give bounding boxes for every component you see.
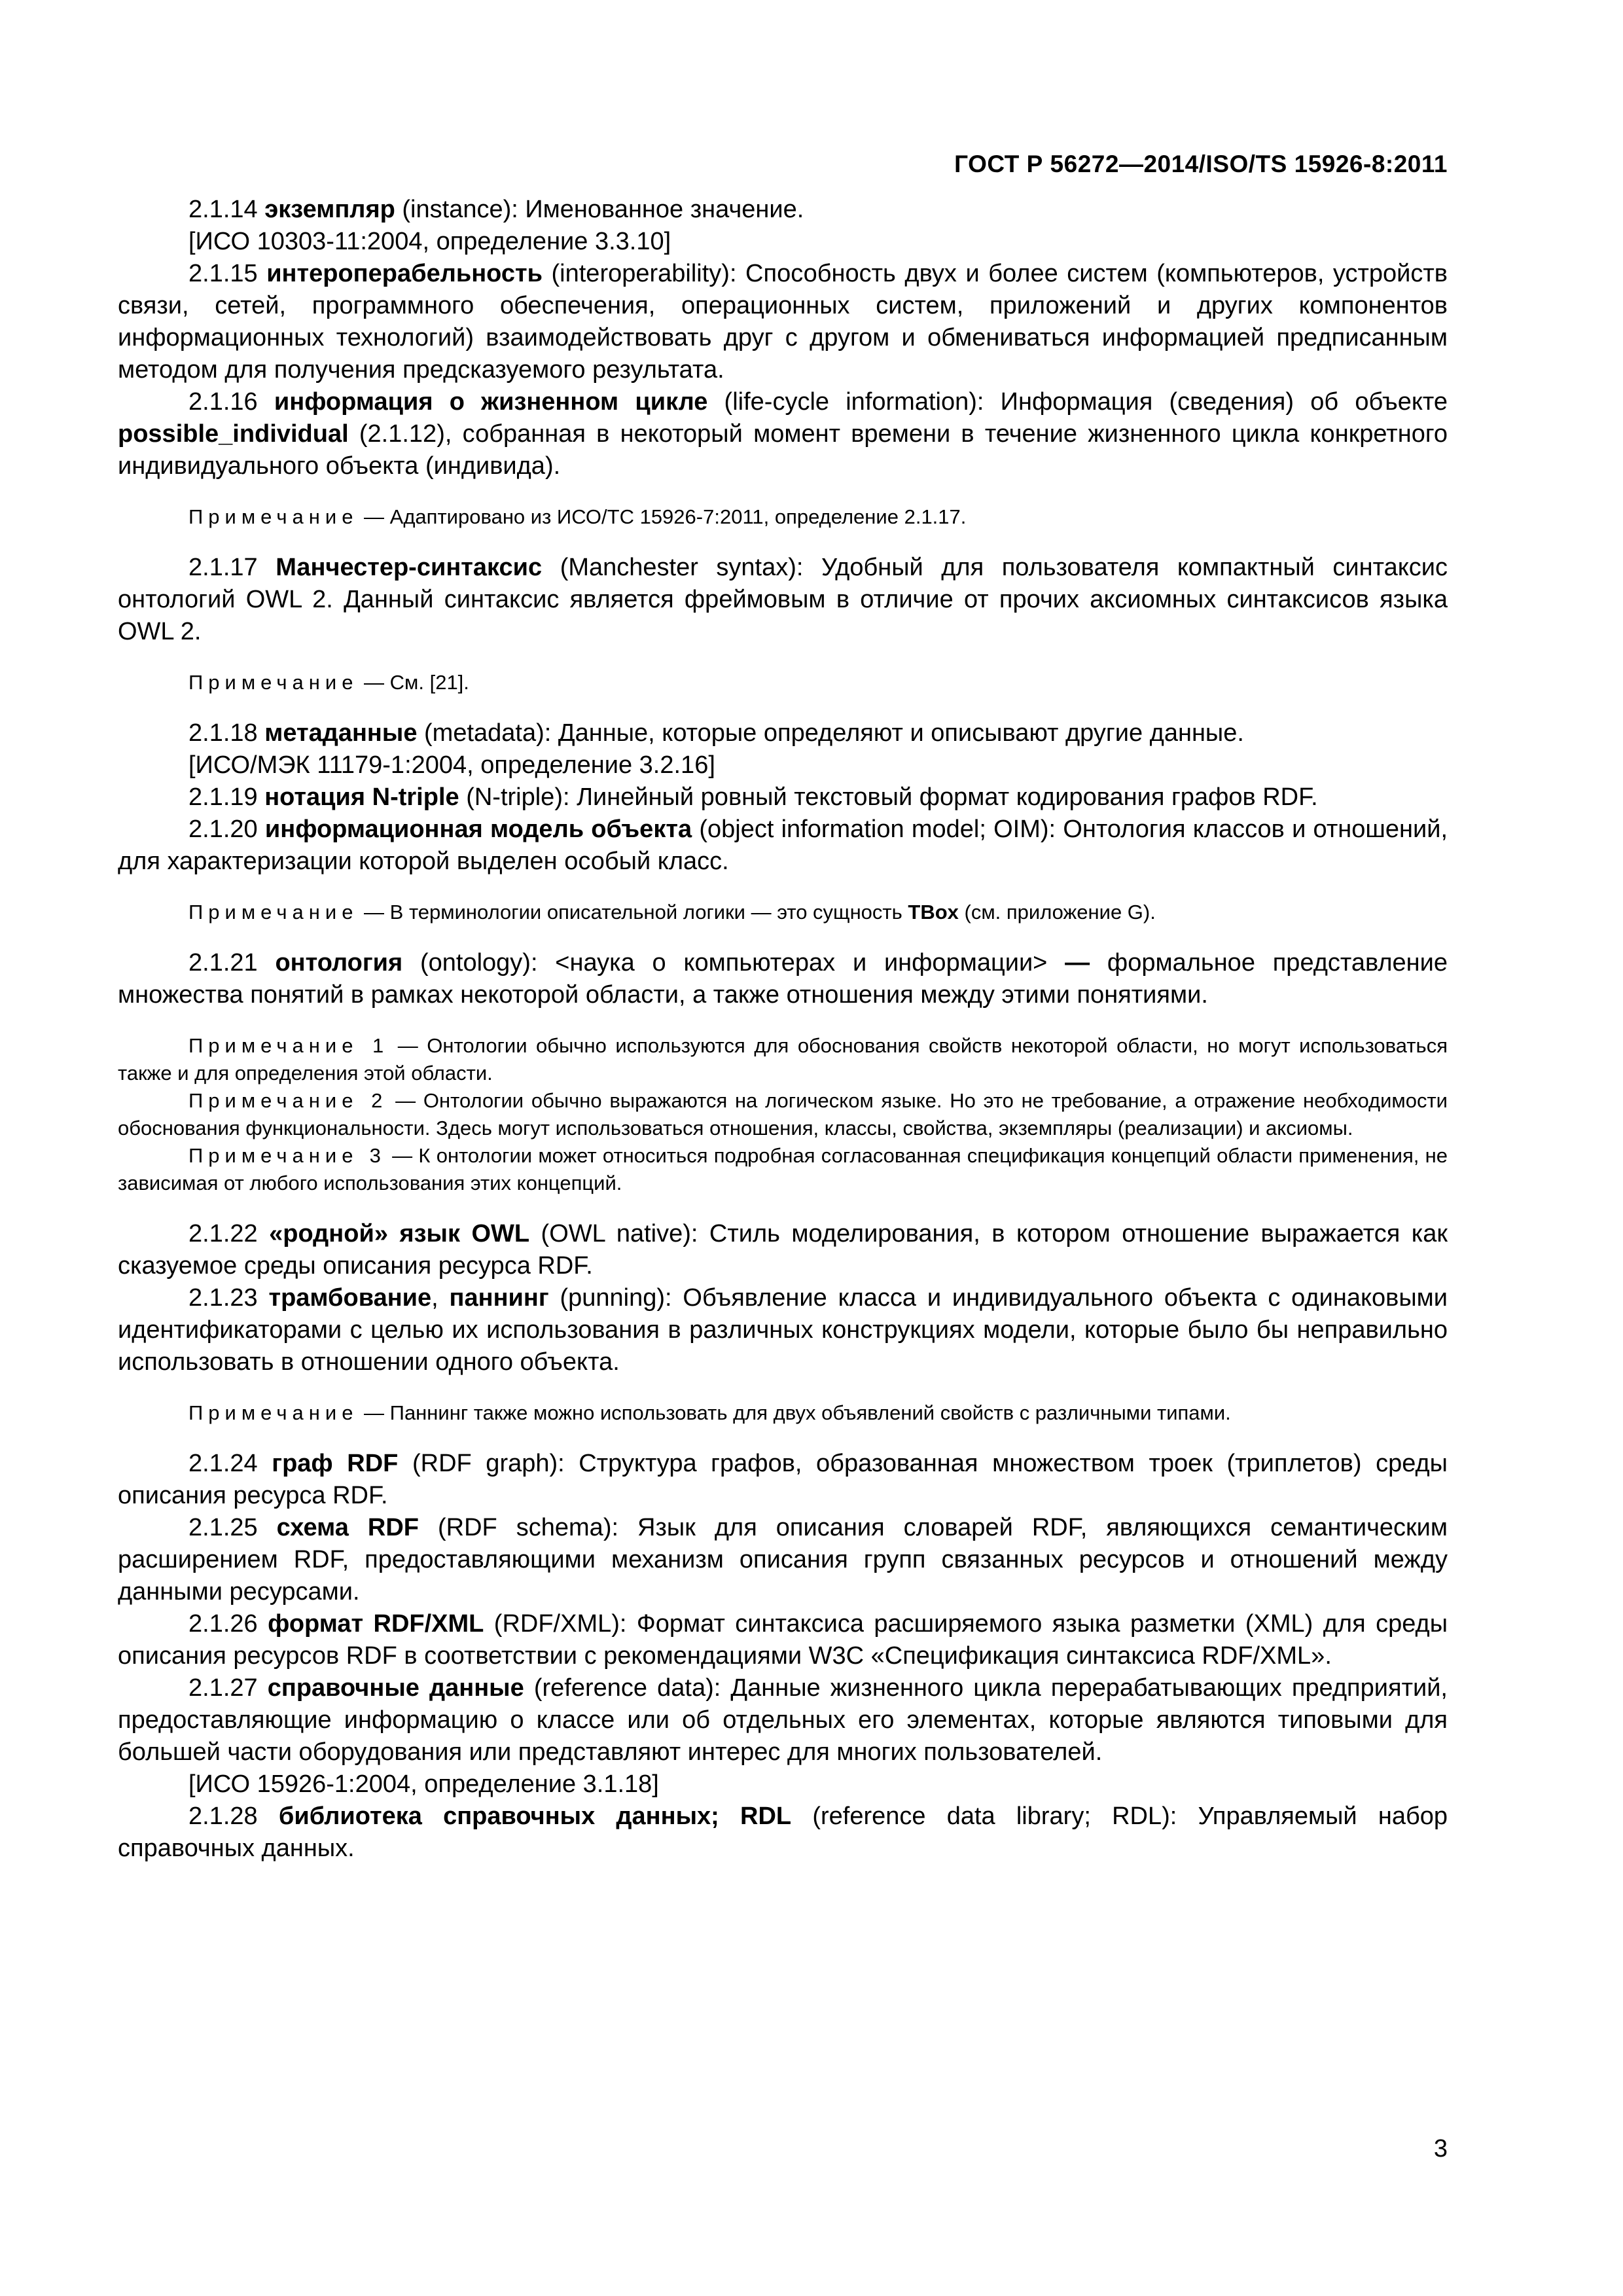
entry-definition: (RDF graph): Структура графов, образованная множеством троек (триплетов) среды описания ресурса RDF. [118,1450,1448,1509]
entry-2-1-25 [118,1512,1448,1608]
entry-number: 2.1.17 [188,554,276,581]
note-label: Примечание 1 [188,1034,389,1057]
entry-term-separator: , [431,1284,450,1312]
entry-2-1-27-reference: [ИСО 15926-1:2004, определение 3.1.18] [188,1770,659,1798]
note-2-1-20 [118,899,1448,926]
note-term: TBox [908,901,959,924]
entry-number: 2.1.15 [188,260,267,287]
entry-2-1-23 [118,1282,1448,1378]
entry-number: 2.1.26 [188,1610,268,1638]
entry-term: справочные данные [267,1674,524,1702]
entry-definition-continued: (2.1.12), собранная в некоторый момент времени в течение жизненного цикла конкретного индивидуального объекта (индивида). [118,420,1448,480]
entry-number: 2.1.20 [188,816,265,843]
note-2-1-21-3 [118,1142,1448,1197]
entry-definition: (reference data library; RDL): Управляемый набор справочных данных. [118,1803,1448,1862]
entry-definition: (punning): Объявление класса и индивидуального объекта с одинаковыми идентификаторами с целью их использования в различных конструкциях модели, которые было бы неправильно использовать в отношении одного объекта. [118,1284,1448,1376]
note-2-1-21-2 [118,1087,1448,1142]
note-text: — К онтологии может относиться подробная согласованная спецификация концепций области применения, не зависимая от любого использования этих концепций. [118,1144,1448,1194]
entry-dash: — [1065,949,1090,977]
entry-definition: (metadata): Данные, которые определяют и описывают другие данные. [417,719,1244,747]
entry-definition: (N-triple): Линейный ровный текстовый формат кодирования графов RDF. [459,783,1318,811]
entry-number: 2.1.23 [188,1284,269,1312]
entry-2-1-19 [118,781,1448,814]
entry-2-1-28 [118,1801,1448,1865]
entry-number: 2.1.27 [188,1674,268,1702]
entry-definition: (OWL native): Стиль моделирования, в котором отношение выражается как сказуемое среды описания ресурса RDF. [118,1220,1448,1280]
entry-2-1-15 [118,258,1448,386]
entry-number: 2.1.18 [188,719,265,747]
entry-number: 2.1.16 [188,388,274,416]
entry-2-1-16 [118,386,1448,482]
entry-number: 2.1.14 [188,196,265,223]
entry-term: библиотека справочных данных; RDL [278,1803,792,1830]
entry-2-1-14-reference: [ИСО 10303-11:2004, определение 3.3.10] [188,228,671,255]
entry-term: трамбование [268,1284,432,1312]
note-text: — В терминологии описательной логики — это сущность [358,901,908,924]
entry-2-1-27 [118,1672,1448,1768]
entry-number: 2.1.28 [188,1803,279,1830]
entry-term-alt: паннинг [449,1284,549,1312]
entry-term: формат RDF/XML [268,1610,484,1638]
entry-2-1-17 [118,552,1448,648]
entry-definition: (instance): Именованное значение. [395,196,804,223]
entry-term: информационная модель объекта [264,816,692,843]
entry-term: «родной» язык OWL [269,1220,530,1247]
entry-2-1-18 [118,717,1448,749]
entry-definition: (Manchester syntax): Удобный для пользователя компактный синтаксис онтологий OWL 2. Данный синтаксис является фреймовым в отличие от прочих аксиомных синтаксисов языка OWL 2. [118,554,1448,645]
note-label: Примечание 2 [188,1089,388,1112]
note-2-1-21-1 [118,1032,1448,1087]
note-text: — См. [21]. [358,671,469,694]
note-label: Примечание 3 [188,1144,386,1167]
entry-2-1-26 [118,1608,1448,1672]
entry-definition: (RDF schema): Язык для описания словарей RDF, являющихся семантическим расширением RDF, предоставляющими механизм описания групп связанных ресурсов и отношений между данными ресурсами. [118,1514,1448,1605]
entry-term: метаданные [264,719,418,747]
note-text-continued: (см. приложение G). [958,901,1156,924]
note-label: Примечание [188,671,359,694]
entry-definition: (life-cycle information): Информация (сведения) об объекте [707,388,1448,416]
note-text: — Онтологии обычно используются для обоснования свойств некоторой области, но могут использоваться также и для определения этой области. [118,1034,1448,1085]
entry-2-1-21 [118,947,1448,1011]
entry-number: 2.1.19 [188,783,265,811]
entry-term: информация о жизненном цикле [274,388,708,416]
entry-definition: (interoperability): Способность двух и более систем (компьютеров, устройств связи, сетей, программного обеспечения, операционных систем, приложений и других компонентов информационных технологий) взаимодействовать друг с другом и обмениваться информацией предписанным методом для получения предсказуемого результата. [118,260,1448,384]
entry-term: экземпляр [264,196,395,223]
entry-number: 2.1.21 [188,949,276,977]
entry-number: 2.1.22 [188,1220,270,1247]
entry-term: граф RDF [272,1450,399,1477]
entry-2-1-20 [118,814,1448,878]
entry-term: интероперабельность [266,260,543,287]
entry-2-1-24 [118,1448,1448,1512]
entry-2-1-18-reference: [ИСО/МЭК 11179-1:2004, определение 3.2.16] [188,751,715,779]
entry-term: схема RDF [276,1514,419,1541]
note-text: — Онтологии обычно выражаются на логическом языке. Но это не требование, а отражение необходимости обоснования функциональности. Здесь могут использоваться отношения, классы, свойства, экземпляры (реализации) и аксиомы. [118,1089,1448,1139]
entry-definition-continued: формальное представление множества понятий в рамках некоторой области, а также отношения между этими понятиями. [118,949,1448,1009]
entry-inline-term: possible_individual [118,420,349,448]
entry-2-1-22 [118,1218,1448,1282]
entry-term: онтология [275,949,403,977]
note-2-1-23 [118,1399,1448,1427]
entry-term: нотация N-triple [264,783,459,811]
note-label: Примечание [188,1401,359,1424]
entry-term: Манчестер-синтаксис [276,554,543,581]
note-2-1-16 [118,503,1448,531]
page-number: 3 [1433,2135,1448,2162]
entry-definition: (ontology): <наука о компьютерах и информации> [402,949,1065,977]
entry-definition: (reference data): Данные жизненного цикла перерабатывающих предприятий, предоставляющие информацию о классе или об отдельных его элементах, которые являются типовыми для большей части оборудования или представляют интерес для многих пользователей. [118,1674,1448,1766]
note-text: — Паннинг также можно использовать для двух объявлений свойств с различными типами. [358,1401,1231,1424]
entry-number: 2.1.25 [188,1514,277,1541]
note-2-1-17 [118,669,1448,696]
note-text: — Адаптировано из ИСО/ТС 15926-7:2011, определение 2.1.17. [358,505,967,528]
standard-header: ГОСТ Р 56272—2014/ISO/TS 15926-8:2011 [954,151,1448,177]
document-page [118,151,1448,1865]
note-label: Примечание [188,505,359,528]
entry-number: 2.1.24 [188,1450,272,1477]
entry-2-1-14 [118,194,1448,226]
note-label: Примечание [188,901,359,924]
entry-definition: (object information model; OIM): Онтология классов и отношений, для характеризации которой выделен особый класс. [118,816,1448,875]
entry-definition: (RDF/XML): Формат синтаксиса расширяемого языка разметки (XML) для среды описания ресурсов RDF в соответствии с рекомендациями W3C «Спецификация синтаксиса RDF/XML». [118,1610,1448,1670]
